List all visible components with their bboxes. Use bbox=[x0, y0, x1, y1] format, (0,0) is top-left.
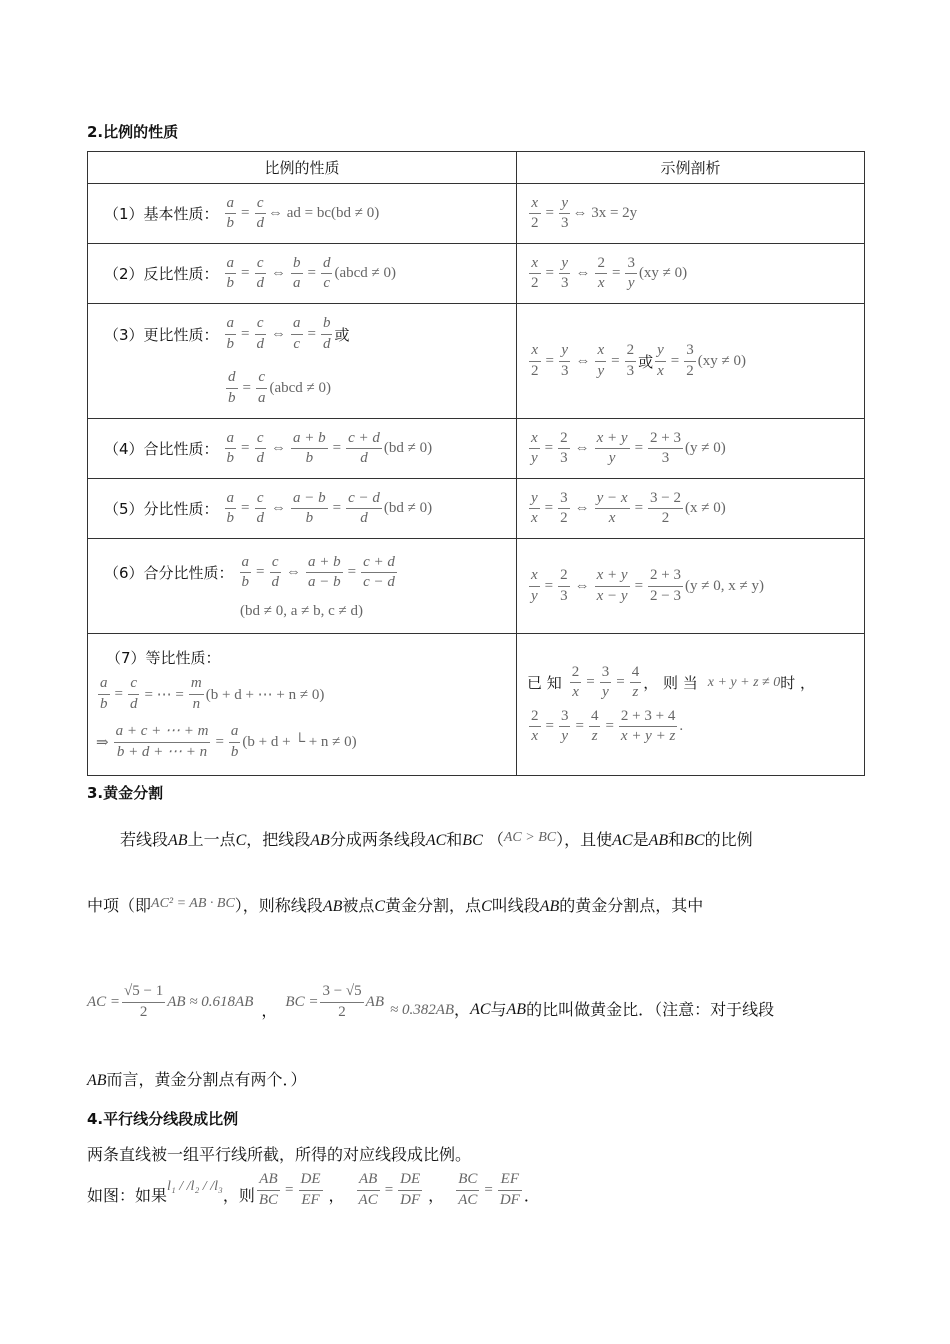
proportion-properties-table bbox=[87, 151, 865, 776]
table-row bbox=[88, 304, 865, 419]
table-row bbox=[88, 479, 865, 539]
condition-text: (xy ≠ 0) bbox=[697, 352, 746, 369]
row-label: （5）分比性质： bbox=[104, 500, 219, 518]
componendo-property-cell: （4）合比性质： $\frac{a}{b}$ = $\frac{c}{d}$ ⇔ $\frac{a + b}{b}$ = $\frac{c + d}{d}$ (bd ≠ 0) bbox=[88, 419, 517, 479]
then-when-text: ， 则 当 bbox=[643, 674, 698, 692]
condition-text: (abcd ≠ 0) bbox=[269, 379, 332, 396]
condition-text: (x ≠ 0) bbox=[685, 500, 726, 516]
condition-text: (xy ≠ 0) bbox=[638, 265, 688, 281]
parallel-lines-paragraph-2: 如图：如果 l₁ / /l₂ / /l₃ ，则 $\frac{AB}{BC}$ = $\frac{DE}{EF}$ ， $\frac{AB}{AC}$ = $\frac{DE}{DF}$ ， $\frac{BC}{AC}$ = $\frac{EF}{DF}$ ． bbox=[87, 1170, 540, 1210]
section-4-title: 4.平行线分线段成比例 bbox=[87, 1110, 239, 1128]
condition-text: x + y + z ≠ 0 bbox=[707, 674, 781, 690]
formula-text: ⇔ ad = bc(bd ≠ 0) bbox=[268, 205, 380, 221]
dividendo-property-cell: （5）分比性质： $\frac{a}{b}$ = $\frac{c}{d}$ ⇔ $\frac{a - b}{b}$ = $\frac{c - d}{d}$ (bd ≠ 0) bbox=[88, 479, 517, 539]
col-header-examples: 示例剖析 bbox=[517, 152, 865, 184]
or-text: 或 bbox=[638, 352, 654, 371]
equal-ratio-property-cell: （7）等比性质： $\frac{a}{b}$ = $\frac{c}{d}$ = ⋯ = $\frac{m}{n}$ (b + d + ⋯ + n ≠ 0) ⇒ $\frac{a + c + \cdots + m}{b + d + \cdots + n}$ = $\frac{a}{b}$ (b + d + └ + n ≠ 0) bbox=[88, 634, 517, 776]
golden-section-paragraph-2: 中项（即AC² = AB · BC），则称线段AB被点C黄金分割，点C叫线段AB的黄金分割点，其中 bbox=[87, 896, 704, 915]
parallel-lines-paragraph-1: 两条直线被一组平行线所截，所得的对应线段成比例。 bbox=[87, 1145, 472, 1164]
condition-text: (abcd ≠ 0) bbox=[334, 265, 397, 281]
componendo-dividendo-property-cell: （6）合分比性质： $\frac{a}{b}$ = $\frac{c}{d}$ ⇔ $\frac{a + b}{a - b}$ = $\frac{c + d}{c - d}$ (bd ≠ 0, a ≠ b, c ≠ d) bbox=[88, 539, 517, 634]
condition-formula: AC > BC bbox=[503, 830, 557, 845]
row-label: （4）合比性质： bbox=[104, 440, 219, 458]
section-2-title: 2.比例的性质 bbox=[87, 123, 179, 141]
basic-example-cell: $\frac{x}{2}$ = $\frac{y}{3}$ ⇔ 3x = 2y bbox=[517, 184, 865, 244]
condition-text: (b + d + └ + n ≠ 0) bbox=[242, 733, 357, 750]
alternation-property-cell: （3）更比性质： $\frac{a}{b}$ = $\frac{c}{d}$ ⇔ $\frac{a}{c}$ = $\frac{b}{d}$ 或 $\frac{d}{b}$ = $\frac{c}{a}$ (abcd ≠ 0) bbox=[88, 304, 517, 419]
known-text: 已 知 bbox=[527, 674, 562, 692]
row-label: （7）等比性质： bbox=[106, 649, 221, 667]
or-text: 或 bbox=[334, 325, 350, 344]
golden-section-paragraph-4: AB而言，黄金分割点有两个．） bbox=[87, 1070, 307, 1089]
table-row bbox=[88, 539, 865, 634]
row-label: （3）更比性质： bbox=[104, 325, 219, 344]
condition-text: (bd ≠ 0) bbox=[383, 440, 433, 456]
col-header-properties: 比例的性质 bbox=[88, 152, 517, 184]
golden-section-paragraph-1: 若线段AB上一点C，把线段AB分成两条线段AC和BC （AC > BC），且使AC是AB和BC的比例 bbox=[120, 830, 753, 849]
parallel-formula: l₁ / /l₂ / /l₃ bbox=[167, 1179, 223, 1194]
inverse-example-cell: $\frac{x}{2}$ = $\frac{y}{3}$ ⇔ $\frac{2}{x}$ = $\frac{3}{y}$ (xy ≠ 0) bbox=[517, 244, 865, 304]
row-label: （1）基本性质： bbox=[104, 205, 219, 223]
golden-section-paragraph-3: AC = $\frac{√5 - 1}{2}$ AB ≈ 0.618AB ， BC = $\frac{3 - √5}{2}$ AB ≈ 0.382AB ， AC 与 AB 的比叫做黄金比．（注意：对于线段 bbox=[87, 983, 775, 1020]
alternation-example-cell: $\frac{x}{2}$ = $\frac{y}{3}$ ⇔ $\frac{x}{y}$ = $\frac{2}{3}$ 或 $\frac{y}{x}$ = $\frac{3}{2}$ (xy ≠ 0) bbox=[517, 304, 865, 419]
table-row bbox=[88, 634, 865, 776]
mean-formula: AC² = AB · BC bbox=[151, 896, 235, 911]
table-header-row bbox=[88, 152, 865, 184]
row-label: （2）反比性质： bbox=[104, 265, 219, 283]
condition-text: (y ≠ 0) bbox=[685, 440, 726, 456]
basic-property-cell: （1）基本性质： $\frac{a}{b}$ = $\frac{c}{d}$ ⇔ ad = bc(bd ≠ 0) bbox=[88, 184, 517, 244]
condition-text: (bd ≠ 0) bbox=[383, 500, 433, 516]
inverse-property-cell: （2）反比性质： $\frac{a}{b}$ = $\frac{c}{d}$ ⇔ $\frac{b}{a}$ = $\frac{d}{c}$ (abcd ≠ 0) bbox=[88, 244, 517, 304]
condition-text: (b + d + ⋯ + n ≠ 0) bbox=[205, 686, 325, 703]
row-label: （6）合分比性质： bbox=[104, 564, 234, 582]
section-3-title: 3.黄金分割 bbox=[87, 784, 164, 802]
condition-text: (y ≠ 0, x ≠ y) bbox=[685, 577, 764, 594]
componendo-example-cell: $\frac{x}{y}$ = $\frac{2}{3}$ ⇔ $\frac{x + y}{y}$ = $\frac{2 + 3}{3}$ (y ≠ 0) bbox=[517, 419, 865, 479]
formula-text: ⇔ 3x = 2y bbox=[572, 205, 638, 221]
componendo-dividendo-example-cell: $\frac{x}{y}$ = $\frac{2}{3}$ ⇔ $\frac{x + y}{x - y}$ = $\frac{2 + 3}{2 - 3}$ (y ≠ 0, x ≠ y) bbox=[517, 539, 865, 634]
table-row bbox=[88, 184, 865, 244]
dividendo-example-cell: $\frac{y}{x}$ = $\frac{3}{2}$ ⇔ $\frac{y - x}{x}$ = $\frac{3 - 2}{2}$ (x ≠ 0) bbox=[517, 479, 865, 539]
table-row bbox=[88, 419, 865, 479]
table-row bbox=[88, 244, 865, 304]
time-text: 时 ， bbox=[780, 674, 816, 692]
equal-ratio-example-cell: 已 知 $\frac{2}{x}$ = $\frac{3}{y}$ = $\frac{4}{z}$ ， 则 当 x + y + z ≠ 0 时 ， $\frac{2}{x}$ = $\frac{3}{y}$ = $\frac{4}{z}$ = $\frac{2 + 3 + 4}{x + y + z}$ . bbox=[517, 634, 865, 776]
condition-text: (bd ≠ 0, a ≠ b, c ≠ d) bbox=[240, 602, 364, 619]
